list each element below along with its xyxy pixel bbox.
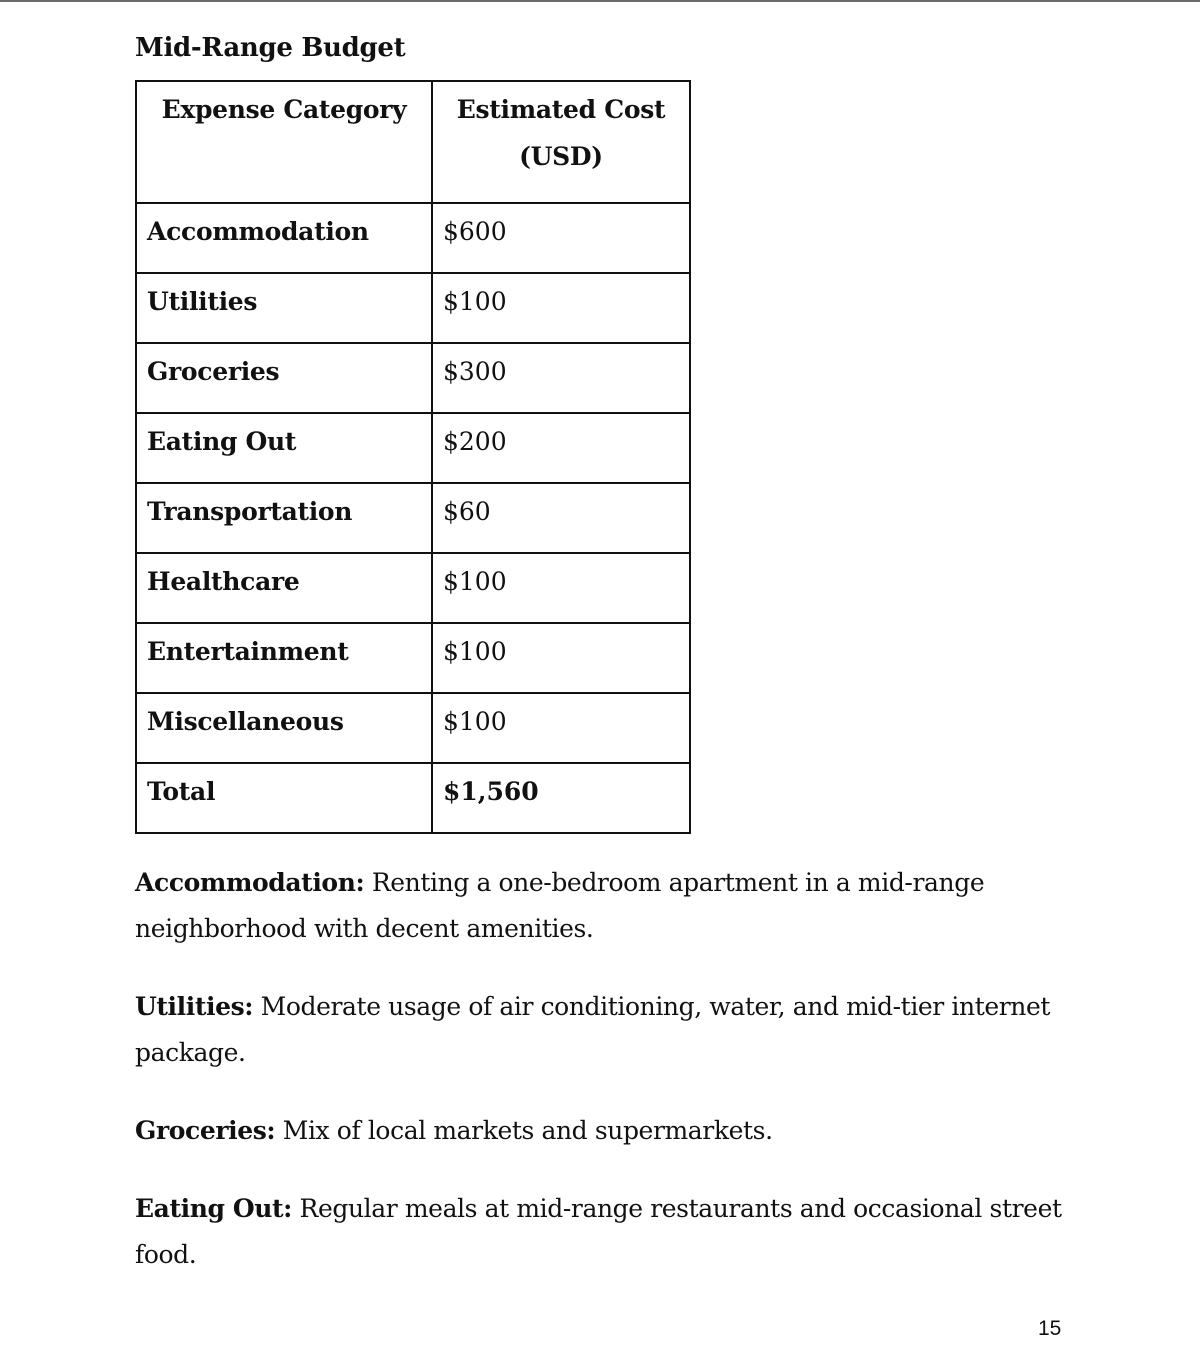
row-category: Transportation (136, 483, 432, 553)
table-row (136, 413, 690, 483)
row-cost: $100 (432, 693, 690, 763)
section-title: Mid-Range Budget (135, 33, 406, 63)
total-cost: $1,560 (432, 763, 690, 833)
table-row (136, 693, 690, 763)
table-row (136, 273, 690, 343)
description-text: Regular meals at mid-range restaurants and occasional street food. (135, 1194, 1062, 1269)
row-cost: $100 (432, 553, 690, 623)
row-category: Accommodation (136, 203, 432, 273)
total-label: Total (136, 763, 432, 833)
row-cost: $600 (432, 203, 690, 273)
budget-table (135, 80, 691, 834)
description-accommodation (135, 860, 1065, 952)
page-content (135, 28, 1065, 1278)
row-category: Eating Out (136, 413, 432, 483)
row-cost: $100 (432, 273, 690, 343)
header-estimated-cost: Estimated Cost (USD) (432, 81, 690, 203)
top-border-line (0, 0, 1200, 2)
row-category: Utilities (136, 273, 432, 343)
row-category: Healthcare (136, 553, 432, 623)
description-eating-out (135, 1186, 1065, 1278)
description-term: Utilities: (135, 992, 254, 1021)
page-number: 15 (1038, 1317, 1062, 1340)
table-row (136, 343, 690, 413)
row-category: Miscellaneous (136, 693, 432, 763)
description-groceries (135, 1108, 1065, 1154)
description-term: Eating Out: (135, 1194, 292, 1223)
table-row (136, 483, 690, 553)
row-cost: $60 (432, 483, 690, 553)
table-row (136, 553, 690, 623)
table-row (136, 623, 690, 693)
header-expense-category: Expense Category (136, 81, 432, 203)
description-term: Accommodation: (135, 868, 365, 897)
description-text: Renting a one-bedroom apartment in a mid-range neighborhood with decent amenities. (135, 868, 985, 943)
description-text: Mix of local markets and supermarkets. (275, 1116, 773, 1145)
description-utilities (135, 984, 1065, 1076)
row-cost: $300 (432, 343, 690, 413)
description-term: Groceries: (135, 1116, 276, 1145)
row-category: Entertainment (136, 623, 432, 693)
table-row (136, 203, 690, 273)
row-category: Groceries (136, 343, 432, 413)
row-cost: $100 (432, 623, 690, 693)
description-text: Moderate usage of air conditioning, water, and mid-tier internet package. (135, 992, 1051, 1067)
row-cost: $200 (432, 413, 690, 483)
table-total-row (136, 763, 690, 833)
table-header-row (136, 81, 690, 203)
